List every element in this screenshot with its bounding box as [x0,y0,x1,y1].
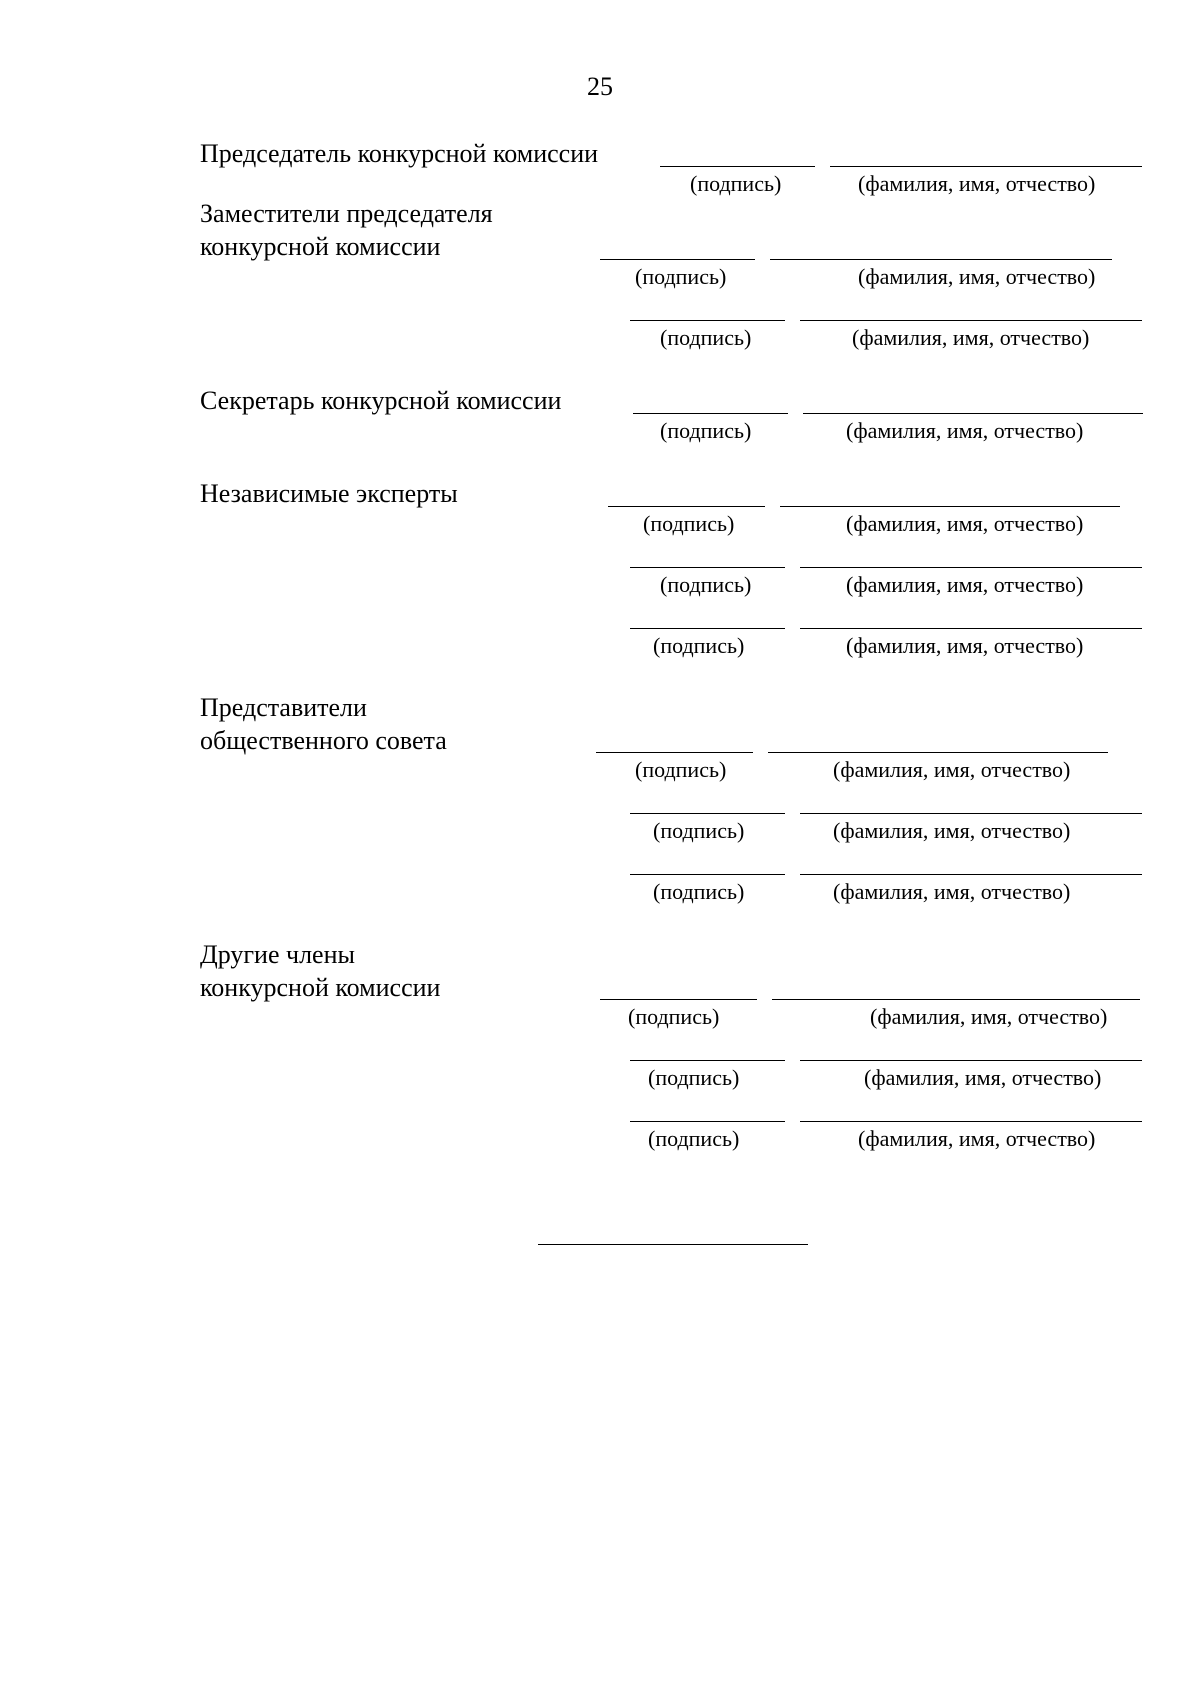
signature-caption: (подпись) [660,325,752,350]
signature-line [596,752,753,753]
role-deputies-line-2: конкурсной комиссии [200,232,441,261]
name-line [800,320,1142,321]
name-line [800,1121,1142,1122]
name-caption: (фамилия, имя, отчество) [833,818,1071,843]
role-chairman-line-1: Председатель конкурсной комиссии [200,139,599,168]
role-experts [200,477,458,510]
signature-line [633,413,788,414]
role-chairman [200,137,598,170]
name-line [800,628,1142,629]
role-public-council-line-2: общественного совета [200,726,447,755]
name-line [803,413,1143,414]
signature-caption: (подпись) [643,511,735,536]
name-caption: (фамилия, имя, отчество) [858,264,1096,289]
signature-caption: (подпись) [653,879,745,904]
signature-line [600,259,755,260]
signature-caption: (подпись) [690,171,782,196]
signature-caption: (подпись) [660,572,752,597]
signature-line [630,628,785,629]
name-caption: (фамилия, имя, отчество) [870,1004,1108,1029]
name-caption: (фамилия, имя, отчество) [833,757,1071,782]
role-deputies-line-1: Заместители председателя [200,199,493,228]
role-secretary-line-1: Секретарь конкурсной комиссии [200,386,562,415]
name-line [780,506,1120,507]
role-other-members [200,938,440,1004]
role-other-members-line-1: Другие члены [200,940,355,969]
name-caption: (фамилия, имя, отчество) [833,879,1071,904]
name-line [768,752,1108,753]
name-caption: (фамилия, имя, отчество) [864,1065,1102,1090]
signature-line [630,813,785,814]
name-caption: (фамилия, имя, отчество) [852,325,1090,350]
name-line [800,874,1142,875]
role-public-council-line-1: Представители [200,693,367,722]
signature-caption: (подпись) [653,633,745,658]
name-line [830,166,1142,167]
role-public-council [200,691,447,757]
name-line [772,999,1140,1000]
name-caption: (фамилия, имя, отчество) [858,1126,1096,1151]
signature-caption: (подпись) [635,757,727,782]
signature-line [630,1121,785,1122]
name-caption: (фамилия, имя, отчество) [846,572,1084,597]
signature-line [630,874,785,875]
signature-line [630,1060,785,1061]
signature-caption: (подпись) [635,264,727,289]
name-line [770,259,1112,260]
name-line [800,567,1142,568]
name-line [800,1060,1142,1061]
signature-caption: (подпись) [653,818,745,843]
name-caption: (фамилия, имя, отчество) [858,171,1096,196]
signature-line [630,567,785,568]
document-end-rule [538,1244,808,1245]
name-line [800,813,1142,814]
name-caption: (фамилия, имя, отчество) [846,633,1084,658]
signature-caption: (подпись) [660,418,752,443]
signature-caption: (подпись) [648,1126,740,1151]
role-other-members-line-2: конкурсной комиссии [200,973,441,1002]
name-caption: (фамилия, имя, отчество) [846,418,1084,443]
role-deputies [200,197,493,263]
signature-line [608,506,765,507]
role-secretary [200,384,561,417]
name-caption: (фамилия, имя, отчество) [846,511,1084,536]
role-experts-line-1: Независимые эксперты [200,479,458,508]
signature-line [660,166,815,167]
page-number: 25 [587,72,613,101]
signature-caption: (подпись) [648,1065,740,1090]
signature-line [630,320,785,321]
signature-caption: (подпись) [628,1004,720,1029]
signature-line [600,999,757,1000]
